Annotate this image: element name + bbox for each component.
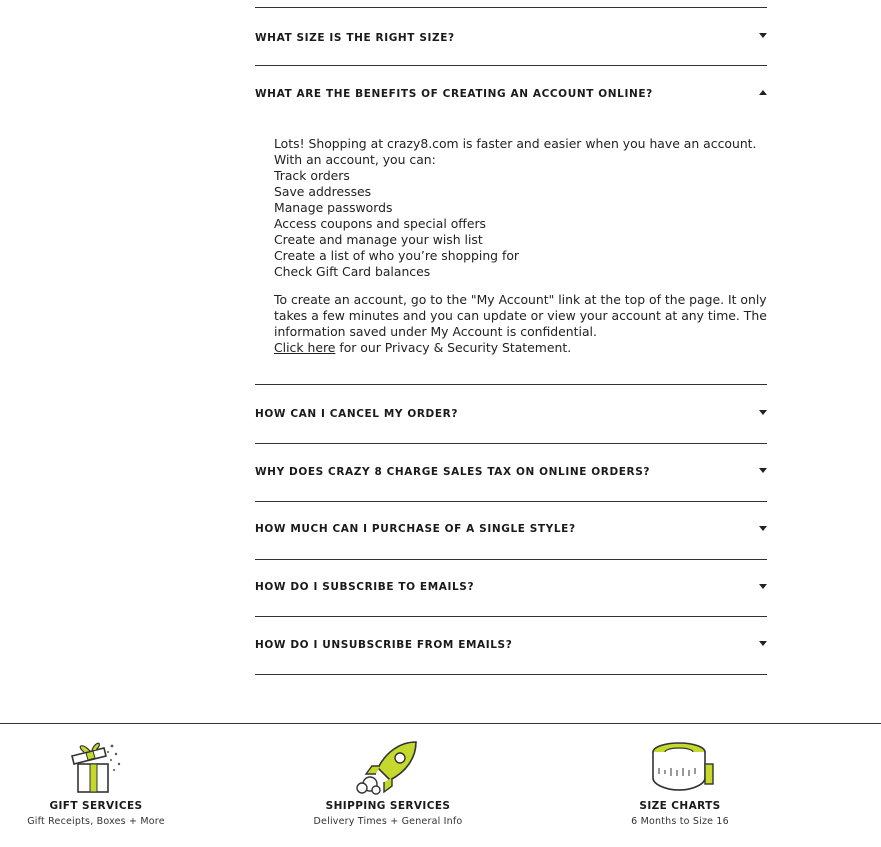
- gift-services-link[interactable]: [0, 738, 196, 827]
- faq-question[interactable]: HOW CAN I CANCEL MY ORDER?: [255, 408, 459, 420]
- benefit-item: Save addresses: [274, 184, 372, 199]
- faq-question[interactable]: HOW DO I UNSUBSCRIBE FROM EMAILS?: [255, 639, 513, 651]
- benefit-item: Create a list of who you’re shopping for: [274, 248, 520, 263]
- chevron-up-icon[interactable]: [759, 90, 767, 95]
- benefit-item: Manage passwords: [274, 200, 393, 215]
- faq-question[interactable]: HOW MUCH CAN I PURCHASE OF A SINGLE STYLE?: [255, 523, 576, 535]
- rocket-icon: [348, 738, 428, 796]
- chevron-down-icon[interactable]: [759, 33, 767, 38]
- benefit-item: Create and manage your wish list: [274, 232, 483, 247]
- divider: [255, 674, 767, 675]
- shipping-services-link[interactable]: [288, 738, 488, 827]
- faq-answer: [274, 136, 767, 356]
- faq-question[interactable]: WHAT SIZE IS THE RIGHT SIZE?: [255, 32, 455, 44]
- faq-question[interactable]: WHAT ARE THE BENEFITS OF CREATING AN ACCOUNT ONLINE?: [255, 88, 653, 100]
- divider: [255, 616, 767, 617]
- benefit-item: Check Gift Card balances: [274, 264, 431, 279]
- divider: [255, 559, 767, 560]
- divider: [255, 501, 767, 502]
- chevron-down-icon[interactable]: [759, 584, 767, 589]
- faq-question[interactable]: HOW DO I SUBSCRIBE TO EMAILS?: [255, 581, 475, 593]
- gift-box-icon: [66, 738, 126, 796]
- chevron-down-icon[interactable]: [759, 526, 767, 531]
- answer-paragraph-line: takes a few minutes and you can update or view your account at any time. The: [274, 308, 767, 323]
- divider: [255, 384, 767, 385]
- divider: [255, 7, 767, 8]
- answer-intro: Lots! Shopping at crazy8.com is faster and easier when you have an account.: [274, 136, 757, 151]
- answer-lead: With an account, you can:: [274, 152, 436, 167]
- benefit-item: Access coupons and special offers: [274, 216, 487, 231]
- service-subtitle: 6 Months to Size 16: [631, 816, 729, 827]
- footer-divider: [0, 723, 881, 724]
- faq-question[interactable]: WHY DOES CRAZY 8 CHARGE SALES TAX ON ONLINE ORDERS?: [255, 466, 651, 478]
- service-subtitle: Gift Receipts, Boxes + More: [27, 816, 165, 827]
- divider: [255, 65, 767, 66]
- chevron-down-icon[interactable]: [759, 641, 767, 646]
- answer-paragraph-line: To create an account, go to the "My Account" link at the top of the page. It only: [274, 292, 767, 307]
- tape-measure-icon: [645, 738, 715, 796]
- service-subtitle: Delivery Times + General Info: [313, 816, 463, 827]
- benefit-item: Track orders: [274, 168, 350, 183]
- privacy-line: [274, 340, 754, 356]
- size-charts-link[interactable]: [580, 738, 780, 827]
- divider: [255, 443, 767, 444]
- chevron-down-icon[interactable]: [759, 468, 767, 473]
- service-title[interactable]: SHIPPING SERVICES: [325, 800, 451, 812]
- service-title[interactable]: GIFT SERVICES: [49, 800, 143, 812]
- privacy-link-suffix: for our Privacy & Security Statement.: [335, 340, 572, 355]
- chevron-down-icon[interactable]: [759, 410, 767, 415]
- answer-paragraph-line: information saved under My Account is confidential.: [274, 324, 597, 339]
- service-title[interactable]: SIZE CHARTS: [639, 800, 721, 812]
- privacy-link[interactable]: Click here: [274, 340, 336, 355]
